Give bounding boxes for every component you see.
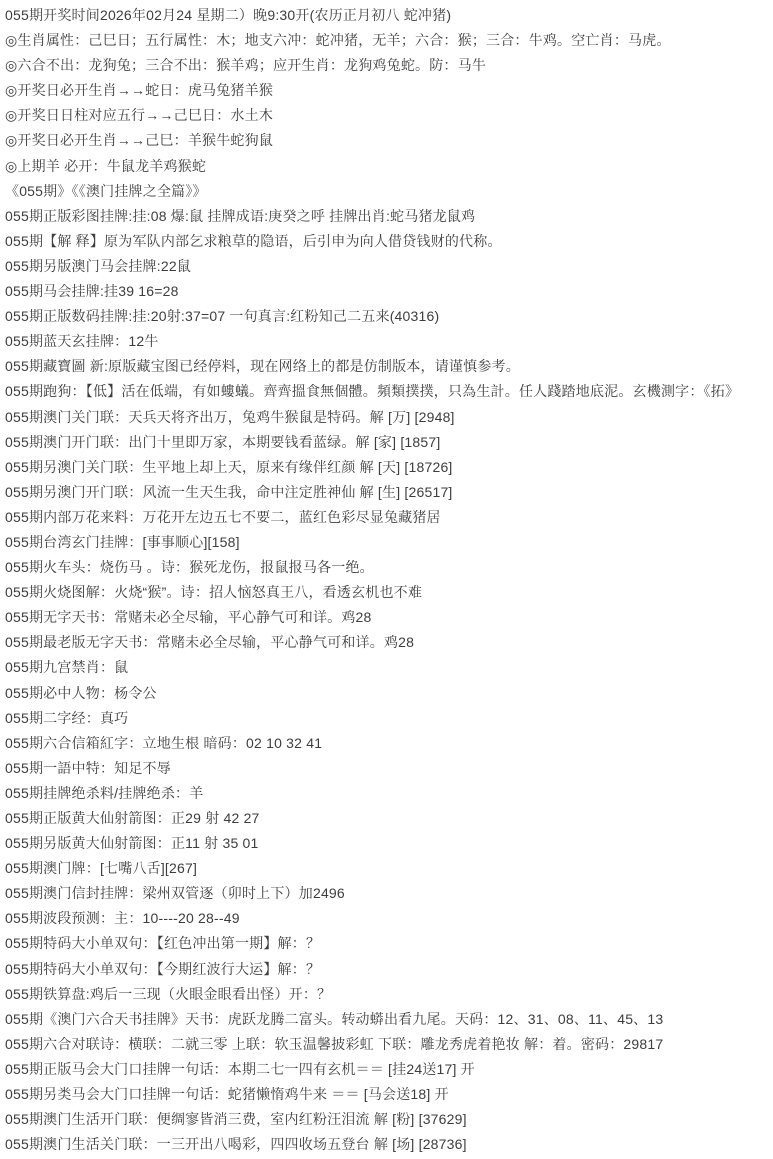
heavenly-book-guapai-line: 055期《澳门六合天书挂牌》天书：虎跃龙腾二富头。转动蟒出看九尾。天码：12、31、08、11、45、13 bbox=[5, 1010, 664, 1027]
zodiac-attributes-line: ◎生肖属性：己巳日；五行属性：木；地支六冲：蛇冲猪，无羊；六合：猴；三合：牛鸡。空亡肖：马虎。 bbox=[5, 32, 671, 49]
alt-macau-closing-couplet-line: 055期另澳门关门联：生平地上却上天，原来有缘伴红颜 解 [天] [18726] bbox=[5, 458, 453, 475]
iron-abacus-line: 055期铁算盘:鸡后一三现（火眼金眼看出怪）开：？ bbox=[5, 985, 332, 1002]
treasure-map-line: 055期藏寶圖 新:原版藏宝图已经停料，现在网络上的都是仿制版本，请谨慎参考。 bbox=[5, 358, 520, 375]
blue-sky-guapai-line: 055期蓝天玄挂牌：12牛 bbox=[5, 333, 159, 350]
digital-guapai-line: 055期正版数码挂牌:挂:20射:37=07 一句真言:红粉知己二五来(40316) bbox=[5, 308, 440, 325]
macau-pai-line: 055期澳门牌：[七嘴八舌][267] bbox=[5, 860, 198, 877]
official-huangdaxian-arrow-line: 055期正版黄大仙射箭图：正29 射 42 27 bbox=[5, 810, 260, 826]
liuhe-couplet-poem-line: 055期六合对联诗：横联：二就三零 上联：软玉温馨披彩虹 下联：雕龙秀虎着艳妆 解：着。密码：29817 bbox=[5, 1035, 664, 1052]
five-elements-line: ◎开奖日日柱对应五行→→己巳日：水土木 bbox=[5, 107, 274, 124]
official-chart-guapai-line: 055期正版彩图挂牌:挂:08 爆:鼠 挂牌成语:庚癸之呼 挂牌出肖:蛇马猪龙鼠鸡 bbox=[5, 207, 476, 224]
jiugong-forbidden-zodiac-line: 055期九宫禁肖：鼠 bbox=[5, 659, 129, 676]
section-title: 《055期》《《澳门挂牌之全篇》》 bbox=[5, 182, 207, 199]
two-word-scripture-line: 055期二字经：真巧 bbox=[5, 709, 129, 726]
macau-closing-couplet-line: 055期澳门关门联：天兵天将齐出万，兔鸡牛猴鼠是特码。解 [万] [2948] bbox=[5, 408, 455, 425]
wave-segment-forecast-line: 055期波段预测：主：10----20 28--49 bbox=[5, 910, 240, 927]
macau-opening-couplet-line: 055期澳门开门联：出门十里即万家，本期要钱看蓝绿。解 [家] [1857] bbox=[5, 433, 441, 450]
oldest-wordless-book-line: 055期最老版无字天书：常赌未必全尽输，平心静气可和详。鸡28 bbox=[5, 634, 415, 651]
mailbox-red-word-line: 055期六合信箱紅字：立地生根 暗码：02 10 32 41 bbox=[5, 734, 323, 751]
explanation-line: 055期【解 释】原为军队内部乞求粮草的隐语，后引申为向人借贷钱财的代称。 bbox=[5, 232, 502, 249]
previous-issue-line: ◎上期羊 必开：牛鼠龙羊鸡猴蛇 bbox=[5, 157, 207, 174]
guapai-kill-line: 055期挂牌绝杀料/挂牌绝杀：羊 bbox=[5, 784, 204, 801]
liuhe-exclusions-line: ◎六合不出：龙狗兔；三合不出：猴羊鸡；应开生肖：龙狗鸡兔蛇。防：马牛 bbox=[5, 57, 487, 74]
fire-burn-diagram-line: 055期火烧图解：火烧“猴”。诗：招人恼怒真王八，看透玄机也不难 bbox=[5, 584, 423, 601]
macau-life-closing-couplet-line: 055期澳门生活关门联：一三开出八喝彩，四四收场五登台 解 [场] [28736] bbox=[5, 1136, 467, 1153]
internal-wanhua-line: 055期内部万花来料：万花开左边五七不要二，蓝红色彩尽显兔藏猪居 bbox=[5, 508, 441, 525]
special-code-sentence-line-2: 055期特码大小单双句：【今期红波行大运】解：？ bbox=[5, 960, 321, 977]
wordless-book-line: 055期无字天书：常赌未必全尽输，平心静气可和详。鸡28 bbox=[5, 609, 372, 626]
running-dog-line: 055期跑狗：【低】活在低端，有如螻蟻。齊齊搵食無個體。頻類撲撲，只為生計。任人踐踏地底泥。玄機測字：《拓》 bbox=[5, 383, 740, 400]
one-phrase-special-line: 055期一語中特：知足不辱 bbox=[5, 759, 171, 776]
train-head-line: 055期火车头：烧伤马 。诗：猴死龙伤，报鼠报马各一绝。 bbox=[5, 559, 374, 576]
macau-envelope-guapai-line: 055期澳门信封挂牌：梁州双管逐（卯时上下）加2496 bbox=[5, 885, 345, 902]
must-open-zodiac-line: ◎开奖日必开生肖→→蛇日：虎马兔猪羊猴 bbox=[5, 82, 274, 99]
alt-huangdaxian-arrow-line: 055期另版黄大仙射箭图：正11 射 35 01 bbox=[5, 835, 259, 852]
alt-macau-guapai-line: 055期另版澳门马会挂牌:22鼠 bbox=[5, 257, 192, 274]
taiwan-xuanmen-guapai-line: 055期台湾玄门挂牌：[事事顺心][158] bbox=[5, 533, 240, 550]
alt-gate-guapai-line: 055期另类马会大门口挂牌一句话：蛇猪懒惰鸡牛来 ＝＝ [马会送18] 开 bbox=[5, 1086, 449, 1103]
macau-life-opening-couplet-line: 055期澳门生活开门联：便绸寥皆消三费，室内红粉汪泪流 解 [粉] [37629] bbox=[5, 1111, 467, 1128]
must-open-zodiac-line-2: ◎开奖日必开生肖→→己巳：羊猴牛蛇狗鼠 bbox=[5, 132, 274, 149]
special-code-sentence-line-1: 055期特码大小单双句：【红色冲出第一期】解：？ bbox=[5, 935, 321, 952]
jockey-club-guapai-line: 055期马会挂牌:挂39 16=28 bbox=[5, 283, 179, 300]
must-hit-figure-line: 055期必中人物：杨令公 bbox=[5, 684, 157, 701]
alt-macau-opening-couplet-line: 055期另澳门开门联：风流一生天生我，命中注定胜神仙 解 [生] [26517] bbox=[5, 483, 453, 500]
draw-time-line: 055期开奖时间2026年02月24 星期二）晚9:30开(农历正月初八 蛇冲猪) bbox=[5, 7, 452, 23]
official-gate-guapai-line: 055期正版马会大门口挂牌一句话：本期二七一四有玄机＝＝ [挂24送17] 开 bbox=[5, 1060, 475, 1077]
